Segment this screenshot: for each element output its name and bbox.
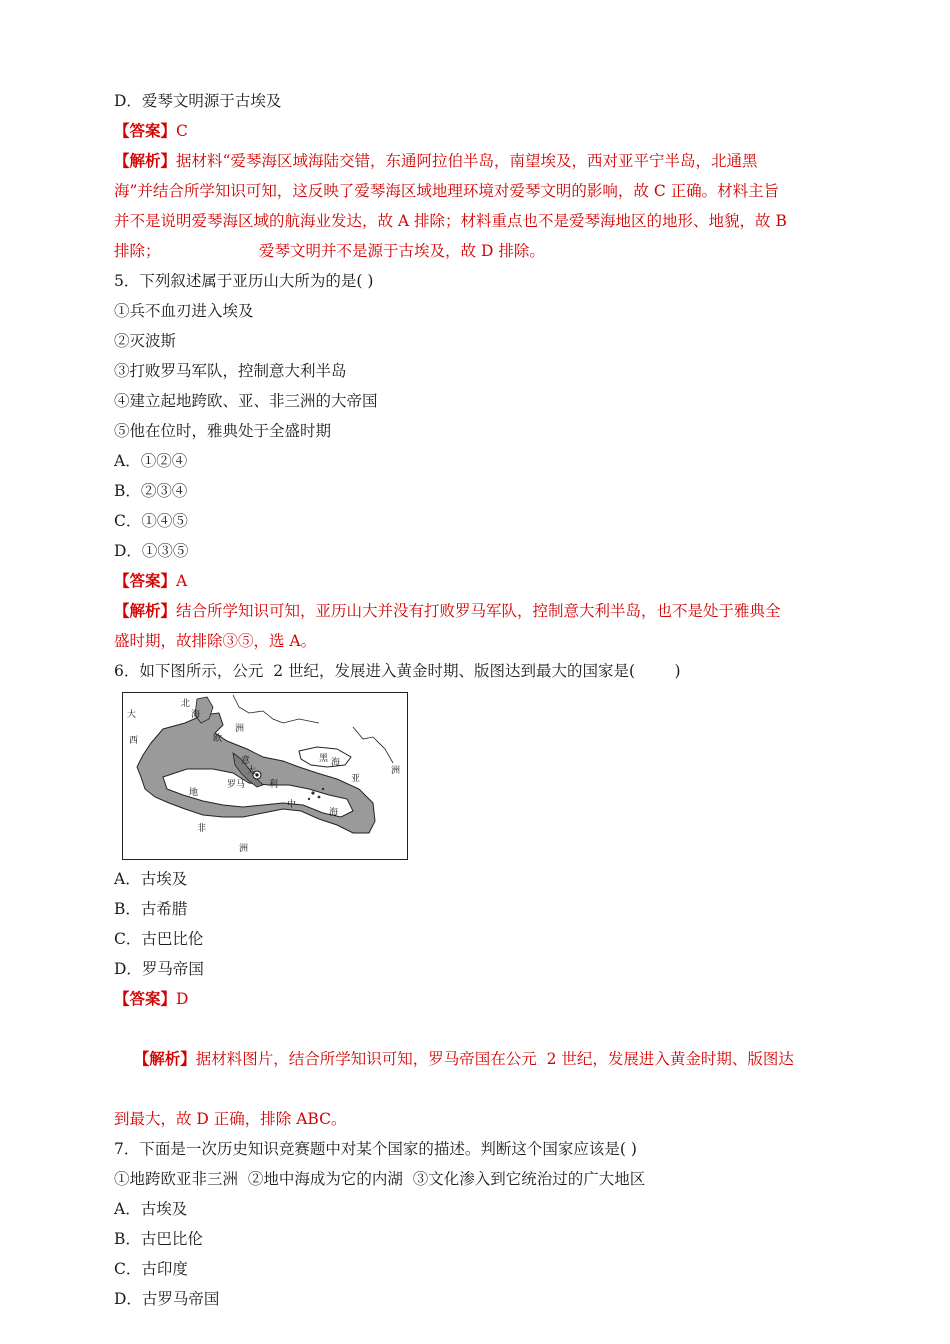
map-label-xi: 西 (129, 736, 139, 746)
q7-option-d: D．古罗马帝国 (114, 1290, 220, 1308)
q5-item-5: ⑤他在位时，雅典处于全盛时期 (114, 422, 332, 440)
map-drawing (123, 693, 407, 859)
q5-item-2: ②灭波斯 (114, 332, 177, 350)
q7-option-a: A．古埃及 (114, 1200, 188, 1218)
q6-option-b: B．古希腊 (114, 900, 188, 918)
q6-analysis-2: 到最大，故 D 正确，排除 ABC。 (114, 1110, 347, 1128)
q6-option-c: C．古巴比伦 (114, 930, 204, 948)
q5-option-c: C．①④⑤ (114, 512, 188, 530)
q5-analysis-1: 【解析】结合所学知识可知，亚历山大并没有打败罗马军队，控制意大利半岛，也不是处于雅典全 (114, 601, 781, 620)
q5-item-4: ④建立起地跨欧、亚、非三洲的大帝国 (114, 392, 378, 410)
prev-option-d: D．爱琴文明源于古埃及 (114, 92, 282, 110)
map-label-fei: 非 (197, 824, 207, 834)
q7-option-c: C．古印度 (114, 1260, 188, 1278)
answer-tag: 【答案】 (114, 571, 177, 590)
q6-analysis-1: 【解析】据材料图片，结合所学知识可知，罗马帝国在公元 2 世纪，发展进入黄金时期、版图达 (133, 1049, 794, 1068)
q4-analysis-2: 海”并结合所学知识可知，这反映了爱琴海区域地理环境对爱琴文明的影响，故 C 正确。材料主旨 (114, 182, 780, 200)
map-label-ya: 亚 (351, 774, 361, 784)
map-label-zhou-africa: 洲 (239, 844, 249, 854)
q7-option-b: B．古巴比伦 (114, 1230, 203, 1248)
q5-option-d: D．①③⑤ (114, 542, 189, 560)
roman-empire-map (122, 692, 408, 860)
q4-analysis-1: 【解析】据材料“爱琴海区域海陆交错，东通阿拉伯半岛，南望埃及，西对亚平宁半岛，北通黑 (114, 151, 758, 170)
map-label-zhong: 中 (287, 800, 297, 810)
q5-option-a: A．①②④ (114, 452, 188, 470)
analysis-tag: 【解析】 (114, 151, 177, 170)
answer-value: A (176, 572, 188, 590)
map-label-yi: 意 (241, 756, 251, 766)
q4-answer (114, 116, 836, 146)
map-label-zhou-asia: 洲 (391, 766, 401, 776)
map-label-li: 利 (269, 780, 279, 790)
answer-value: D (176, 990, 189, 1008)
map-label-zhou-europe: 洲 (235, 724, 245, 734)
map-label-hei: 黑 (319, 754, 329, 764)
q6-option-a: A．古埃及 (114, 870, 188, 888)
q7-stem: 7．下面是一次历史知识竞赛题中对某个国家的描述。判断这个国家应该是( ) (114, 1140, 637, 1158)
analysis-tag: 【解析】 (133, 1049, 196, 1068)
q6-answer (114, 984, 836, 1014)
q5-analysis-2: 盛时期，故排除③⑤，选 A。 (114, 632, 317, 650)
q4-analysis-4: 排除； 爱琴文明并不是源于古埃及，故 D 排除。 (114, 242, 545, 260)
q5-stem: 5．下列叙述属于亚历山大所为的是( ) (114, 272, 374, 290)
q5-answer (114, 566, 836, 596)
map-label-hai-black: 海 (331, 758, 341, 768)
answer-tag: 【答案】 (114, 121, 177, 140)
answer-tag: 【答案】 (114, 989, 177, 1008)
analysis-tag: 【解析】 (114, 601, 177, 620)
map-label-da-italy: 大 (247, 766, 257, 776)
q6-stem: 6．如下图所示，公元 2 世纪，发展进入黄金时期、版图达到最大的国家是( ) (114, 662, 681, 680)
q4-analysis-3: 并不是说明爱琴海区域的航海业发达，故 A 排除；材料重点也不是爱琴海地区的地形、地貌，故 B (114, 212, 787, 230)
answer-value: C (176, 122, 188, 140)
document-page (114, 86, 836, 1314)
map-label-ou: 欧 (213, 734, 223, 744)
q5-item-3: ③打败罗马军队，控制意大利半岛 (114, 362, 347, 380)
q7-items: ①地跨欧亚非三洲 ②地中海成为它的内湖 ③文化渗入到它统治过的广大地区 (114, 1170, 646, 1188)
map-label-sea-north: 海 (191, 710, 201, 720)
map-label-hai-med: 海 (329, 808, 339, 818)
map-label-di: 地 (189, 788, 199, 798)
map-label-da: 大 (127, 710, 137, 720)
q5-item-1: ①兵不血刃进入埃及 (114, 302, 254, 320)
map-label-north: 北 (181, 699, 191, 709)
q5-option-b: B．②③④ (114, 482, 188, 500)
q6-option-d: D．罗马帝国 (114, 960, 204, 978)
map-label-luoma: 罗马 (227, 780, 246, 790)
